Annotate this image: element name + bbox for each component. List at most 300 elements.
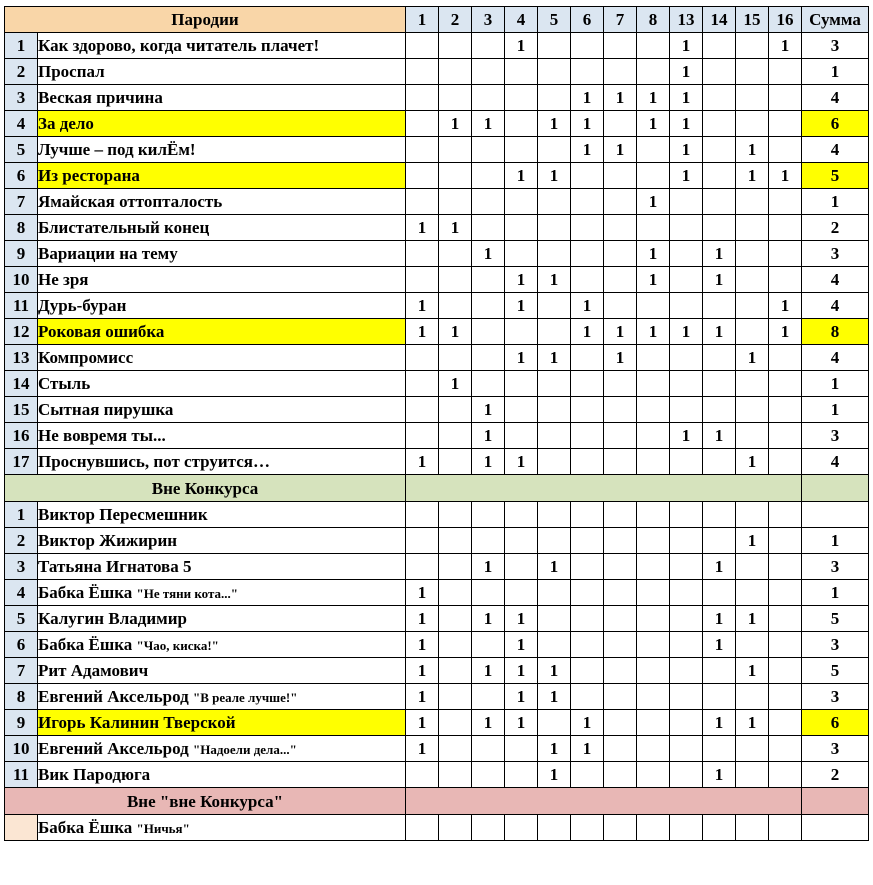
vote-cell (769, 710, 802, 736)
vote-cell (637, 423, 670, 449)
vote-cell (637, 137, 670, 163)
vote-cell (736, 554, 769, 580)
vote-cell (604, 449, 637, 475)
vote-cell: 1 (439, 319, 472, 345)
vote-cell (571, 423, 604, 449)
table-row (5, 85, 869, 111)
vote-cell: 1 (406, 710, 439, 736)
vote-cell (736, 189, 769, 215)
vote-cell: 1 (406, 293, 439, 319)
vote-cell (604, 267, 637, 293)
row-name: Евгений Аксельрод (38, 738, 189, 758)
vote-cell (736, 33, 769, 59)
vote-cell (472, 736, 505, 762)
row-note: "Не тяни кота..." (136, 585, 239, 601)
vote-cell (571, 606, 604, 632)
vote-cell (571, 267, 604, 293)
row-sum: 5 (802, 606, 869, 632)
vote-cell (538, 502, 571, 528)
vote-cell: 1 (571, 710, 604, 736)
vote-cell (571, 345, 604, 371)
vote-cell (472, 345, 505, 371)
vote-cell (472, 163, 505, 189)
table-row (5, 345, 869, 371)
row-title (38, 736, 406, 762)
table-row (5, 423, 869, 449)
vote-cell (538, 632, 571, 658)
table-row (5, 684, 869, 710)
vote-cell (769, 554, 802, 580)
vote-cell: 1 (406, 215, 439, 241)
vote-cell (538, 606, 571, 632)
section-sum-filler (802, 475, 869, 502)
vote-cell (538, 710, 571, 736)
vote-cell: 1 (604, 319, 637, 345)
vote-cell (406, 241, 439, 267)
row-title (38, 658, 406, 684)
vote-cell: 1 (637, 267, 670, 293)
vote-cell (406, 423, 439, 449)
row-sum: 2 (802, 762, 869, 788)
row-title (38, 632, 406, 658)
vote-cell: 1 (472, 449, 505, 475)
table-row (5, 815, 869, 841)
vote-cell (736, 736, 769, 762)
vote-cell: 1 (406, 449, 439, 475)
row-number: 5 (5, 137, 38, 163)
vote-cell: 1 (505, 345, 538, 371)
vote-cell (604, 762, 637, 788)
vote-cell: 1 (406, 736, 439, 762)
column-header: 15 (736, 7, 769, 33)
vote-cell (505, 319, 538, 345)
vote-cell (406, 502, 439, 528)
row-title (38, 762, 406, 788)
vote-cell (736, 319, 769, 345)
vote-cell (505, 423, 538, 449)
vote-cell (472, 137, 505, 163)
section-header-row (5, 788, 869, 815)
vote-cell (538, 241, 571, 267)
vote-cell: 1 (406, 658, 439, 684)
vote-cell (571, 59, 604, 85)
table-row (5, 59, 869, 85)
vote-cell (505, 554, 538, 580)
vote-cell (406, 554, 439, 580)
vote-cell (439, 85, 472, 111)
row-name: Стыль (38, 374, 91, 393)
row-title (38, 423, 406, 449)
vote-cell (670, 293, 703, 319)
vote-cell (703, 580, 736, 606)
row-name: Калугин Владимир (38, 609, 187, 628)
row-name: Не зря (38, 270, 89, 289)
vote-cell (406, 137, 439, 163)
vote-cell (505, 371, 538, 397)
vote-cell: 1 (571, 85, 604, 111)
vote-cell (769, 397, 802, 423)
vote-cell (604, 580, 637, 606)
row-title (38, 293, 406, 319)
row-sum: 4 (802, 267, 869, 293)
vote-cell (703, 815, 736, 841)
row-name: Вариации на тему (38, 244, 178, 263)
vote-cell (406, 815, 439, 841)
vote-cell (439, 658, 472, 684)
vote-cell (703, 215, 736, 241)
row-title (38, 319, 406, 345)
table-row (5, 632, 869, 658)
vote-cell: 1 (670, 163, 703, 189)
row-title (38, 606, 406, 632)
row-sum: 3 (802, 736, 869, 762)
vote-cell (439, 267, 472, 293)
vote-cell: 1 (769, 293, 802, 319)
row-title (38, 371, 406, 397)
section-filler (406, 788, 802, 815)
vote-cell (769, 137, 802, 163)
row-sum: 1 (802, 397, 869, 423)
vote-cell (472, 215, 505, 241)
row-sum: 4 (802, 449, 869, 475)
vote-cell (703, 449, 736, 475)
row-name: Виктор Жижирин (38, 531, 178, 550)
vote-cell (769, 528, 802, 554)
row-name: Бабка Ёшка (38, 634, 133, 654)
vote-cell: 1 (439, 215, 472, 241)
table-body (5, 7, 869, 841)
vote-cell (439, 449, 472, 475)
vote-cell (769, 85, 802, 111)
vote-cell (406, 762, 439, 788)
vote-cell (670, 371, 703, 397)
row-title (38, 137, 406, 163)
vote-cell (637, 554, 670, 580)
vote-cell (769, 423, 802, 449)
row-title (38, 189, 406, 215)
row-name: Из ресторана (38, 166, 140, 185)
vote-cell (769, 189, 802, 215)
vote-cell (769, 606, 802, 632)
vote-cell: 1 (538, 345, 571, 371)
row-name: Игорь Калинин Тверской (38, 713, 236, 732)
row-name: Проснувшись, пот струится… (38, 452, 270, 471)
vote-cell (571, 449, 604, 475)
vote-cell (406, 111, 439, 137)
vote-cell (571, 33, 604, 59)
vote-cell (505, 580, 538, 606)
vote-cell (439, 59, 472, 85)
row-sum: 3 (802, 684, 869, 710)
column-header: 1 (406, 7, 439, 33)
vote-cell: 1 (406, 319, 439, 345)
row-number: 4 (5, 111, 38, 137)
row-name: Блистательный конец (38, 218, 210, 237)
vote-cell (637, 580, 670, 606)
column-header: 16 (769, 7, 802, 33)
row-name: Бабка Ёшка (38, 817, 133, 837)
vote-cell (406, 59, 439, 85)
vote-cell (769, 684, 802, 710)
vote-cell (703, 371, 736, 397)
row-name: Евгений Аксельрод (38, 686, 189, 706)
row-number: 3 (5, 85, 38, 111)
vote-cell: 1 (637, 319, 670, 345)
vote-cell (736, 502, 769, 528)
vote-cell (769, 449, 802, 475)
vote-cell: 1 (505, 632, 538, 658)
vote-cell (670, 241, 703, 267)
row-number: 11 (5, 762, 38, 788)
vote-cell (736, 267, 769, 293)
vote-cell (406, 163, 439, 189)
vote-cell (637, 502, 670, 528)
vote-cell: 1 (505, 658, 538, 684)
vote-cell (571, 632, 604, 658)
vote-cell (538, 215, 571, 241)
vote-cell (637, 815, 670, 841)
vote-cell: 1 (736, 449, 769, 475)
table-row (5, 528, 869, 554)
row-title (38, 345, 406, 371)
vote-cell (604, 215, 637, 241)
row-sum: 1 (802, 528, 869, 554)
vote-cell (571, 241, 604, 267)
table-row (5, 267, 869, 293)
vote-cell (637, 33, 670, 59)
row-note: "Надоели дела..." (192, 741, 297, 757)
vote-cell (439, 293, 472, 319)
vote-cell: 1 (505, 267, 538, 293)
row-note: "В реале лучше!" (192, 689, 298, 705)
vote-cell (472, 267, 505, 293)
vote-cell (670, 606, 703, 632)
column-header: 7 (604, 7, 637, 33)
vote-cell (406, 397, 439, 423)
row-number: 4 (5, 580, 38, 606)
table-row (5, 111, 869, 137)
vote-cell (736, 423, 769, 449)
vote-cell (670, 815, 703, 841)
row-sum: 1 (802, 580, 869, 606)
table-row (5, 371, 869, 397)
vote-cell: 1 (538, 684, 571, 710)
vote-cell: 1 (637, 241, 670, 267)
table-row (5, 449, 869, 475)
vote-cell: 1 (703, 710, 736, 736)
vote-cell: 1 (406, 606, 439, 632)
vote-cell: 1 (406, 632, 439, 658)
row-name: Не вовремя ты... (38, 426, 166, 445)
vote-cell (439, 163, 472, 189)
row-sum: 5 (802, 163, 869, 189)
vote-cell (703, 684, 736, 710)
vote-cell (736, 762, 769, 788)
vote-cell (736, 85, 769, 111)
vote-cell: 1 (505, 163, 538, 189)
row-name: Веская причина (38, 88, 163, 107)
vote-cell (736, 815, 769, 841)
row-sum: 4 (802, 137, 869, 163)
vote-cell: 1 (703, 267, 736, 293)
vote-cell (439, 684, 472, 710)
vote-cell (604, 632, 637, 658)
table-row (5, 658, 869, 684)
vote-cell (571, 397, 604, 423)
vote-cell (703, 85, 736, 111)
row-name: Татьяна Игнатова 5 (38, 557, 192, 576)
vote-cell: 1 (472, 554, 505, 580)
vote-cell: 1 (538, 111, 571, 137)
table-row (5, 215, 869, 241)
vote-cell (604, 554, 637, 580)
vote-cell (406, 267, 439, 293)
column-header: 3 (472, 7, 505, 33)
vote-cell (637, 606, 670, 632)
row-title (38, 684, 406, 710)
vote-cell (505, 85, 538, 111)
row-title (38, 241, 406, 267)
table-row (5, 736, 869, 762)
row-sum: 8 (802, 319, 869, 345)
table-row (5, 502, 869, 528)
row-name: Лучше – под килЁм! (38, 140, 196, 159)
vote-cell (538, 137, 571, 163)
vote-cell (769, 371, 802, 397)
vote-cell (736, 215, 769, 241)
vote-cell (769, 580, 802, 606)
row-title (38, 59, 406, 85)
column-header: 4 (505, 7, 538, 33)
vote-cell (505, 502, 538, 528)
row-sum (802, 502, 869, 528)
vote-cell (472, 528, 505, 554)
row-sum (802, 815, 869, 841)
vote-cell (406, 189, 439, 215)
vote-cell (604, 111, 637, 137)
vote-cell: 1 (472, 710, 505, 736)
vote-cell (571, 163, 604, 189)
vote-cell: 1 (505, 293, 538, 319)
section-sum-filler (802, 788, 869, 815)
vote-cell (538, 85, 571, 111)
vote-cell: 1 (769, 33, 802, 59)
vote-cell (439, 189, 472, 215)
vote-cell (703, 397, 736, 423)
row-title (38, 33, 406, 59)
vote-cell (439, 606, 472, 632)
vote-cell: 1 (505, 449, 538, 475)
row-number: 17 (5, 449, 38, 475)
vote-cell (472, 762, 505, 788)
vote-cell (703, 658, 736, 684)
vote-cell (406, 371, 439, 397)
vote-cell (769, 502, 802, 528)
vote-cell (439, 580, 472, 606)
vote-cell: 1 (703, 241, 736, 267)
row-name: Виктор Пересмешник (38, 505, 208, 524)
vote-cell: 1 (472, 423, 505, 449)
table-row (5, 397, 869, 423)
header-row (5, 7, 869, 33)
vote-cell: 1 (571, 137, 604, 163)
vote-cell: 1 (604, 345, 637, 371)
vote-cell (670, 762, 703, 788)
row-title (38, 85, 406, 111)
vote-cell (670, 502, 703, 528)
vote-cell (472, 293, 505, 319)
vote-cell: 1 (604, 85, 637, 111)
vote-cell (637, 345, 670, 371)
table-row (5, 319, 869, 345)
vote-cell (703, 293, 736, 319)
vote-cell (670, 736, 703, 762)
vote-cell (604, 528, 637, 554)
vote-cell (538, 189, 571, 215)
vote-cell: 1 (736, 606, 769, 632)
vote-cell (703, 189, 736, 215)
vote-cell: 1 (505, 33, 538, 59)
vote-cell (505, 815, 538, 841)
vote-cell (406, 33, 439, 59)
vote-cell (637, 710, 670, 736)
vote-cell (505, 397, 538, 423)
vote-cell (670, 710, 703, 736)
vote-cell: 1 (406, 580, 439, 606)
row-number: 8 (5, 684, 38, 710)
vote-cell (670, 189, 703, 215)
table-row (5, 580, 869, 606)
row-title (38, 710, 406, 736)
table-title: Пародии (5, 7, 406, 33)
vote-cell (439, 815, 472, 841)
vote-cell (670, 658, 703, 684)
vote-cell (736, 241, 769, 267)
row-name: Вик Пародюга (38, 765, 151, 784)
vote-cell: 1 (769, 163, 802, 189)
row-sum: 1 (802, 59, 869, 85)
vote-cell (571, 502, 604, 528)
vote-cell: 1 (472, 111, 505, 137)
vote-cell (769, 345, 802, 371)
row-name: Компромисс (38, 348, 134, 367)
vote-cell (538, 815, 571, 841)
vote-cell (472, 502, 505, 528)
vote-cell (571, 554, 604, 580)
vote-cell: 1 (505, 606, 538, 632)
row-number: 3 (5, 554, 38, 580)
vote-cell: 1 (406, 684, 439, 710)
vote-cell (538, 449, 571, 475)
vote-cell (604, 710, 637, 736)
vote-cell (769, 736, 802, 762)
vote-cell (439, 33, 472, 59)
vote-cell (670, 449, 703, 475)
vote-cell (769, 658, 802, 684)
vote-cell (472, 815, 505, 841)
row-title (38, 502, 406, 528)
vote-cell: 1 (571, 293, 604, 319)
vote-cell (637, 397, 670, 423)
vote-cell: 1 (538, 554, 571, 580)
table-row (5, 241, 869, 267)
vote-cell (604, 502, 637, 528)
row-number: 14 (5, 371, 38, 397)
vote-cell (604, 371, 637, 397)
row-sum: 3 (802, 423, 869, 449)
column-header: 5 (538, 7, 571, 33)
vote-cell: 1 (439, 111, 472, 137)
